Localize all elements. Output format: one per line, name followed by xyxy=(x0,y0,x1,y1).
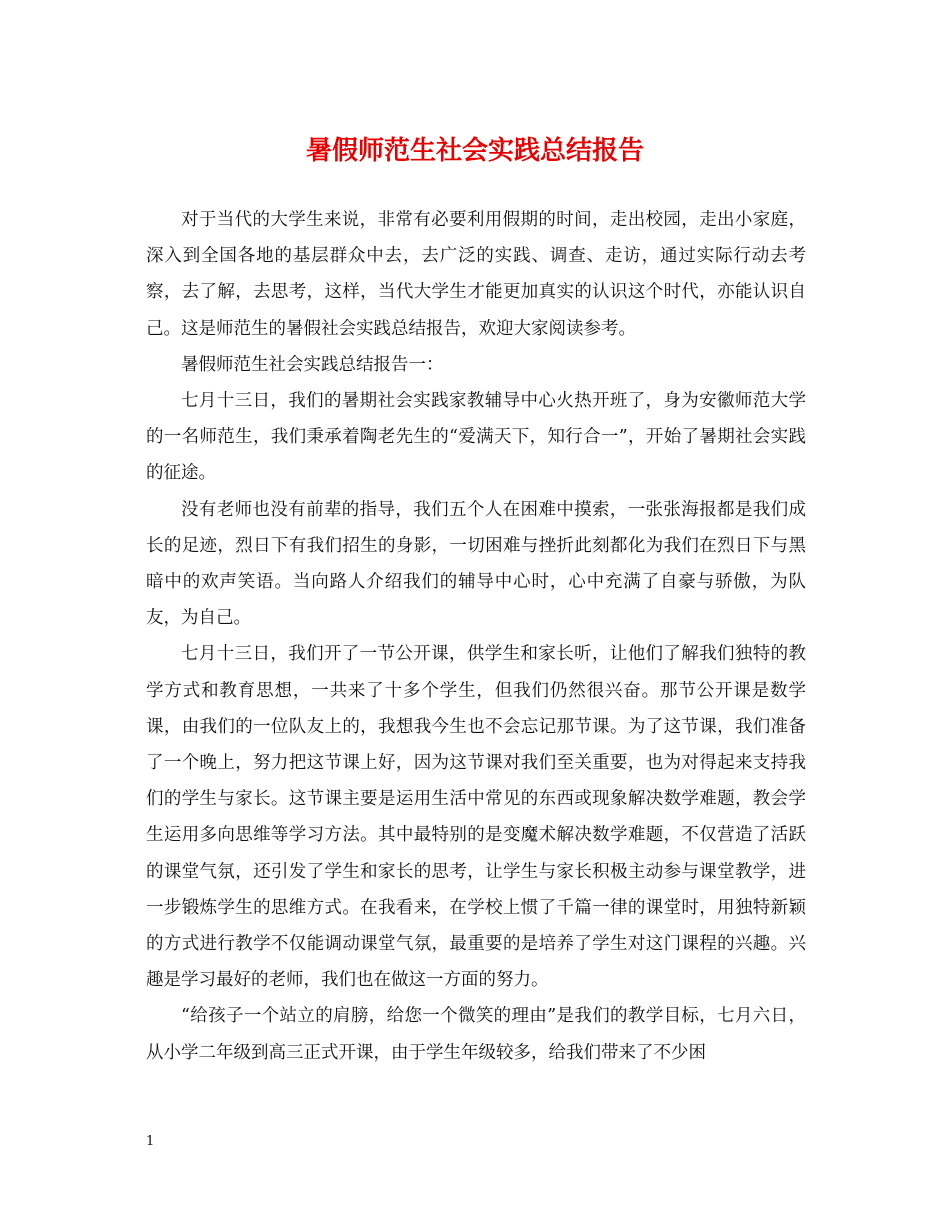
paragraph-subheading: 暑假师范生社会实践总结报告一： xyxy=(181,354,444,375)
page-number: 1 xyxy=(146,1134,155,1149)
paragraph-intro: 对于当代的大学生来说，非常有必要利用假期的时间，走出校园，走出小家庭，深入到全国各地的基层群众中去，去广泛的实践、调查、走访，通过实际行动去考察，去了解，去思考，这样，当代大学生才能更加真实的认识这个时代，亦能认识自己。这是师范生的暑假社会实践总结报告，欢迎大家阅读参考。 xyxy=(146,210,806,339)
paragraph-opening: 七月十三日，我们的暑期社会实践家教辅导中心火热开班了，身为安徽师范大学的一名师范生，我们秉承着陶老先生的“爱满天下，知行合一”，开始了暑期社会实践的征途。 xyxy=(146,391,806,484)
paragraph-teaching-goal: “给孩子一个站立的肩膀，给您一个微笑的理由”是我们的教学目标，七月六日，从小学二年级到高三正式开课，由于学生年级较多，给我们带来了不少困 xyxy=(146,1006,806,1063)
paragraph-open-class: 七月十三日，我们开了一节公开课，供学生和家长听，让他们了解我们独特的教学方式和教育思想，一共来了十多个学生，但我们仍然很兴奋。那节公开课是数学课，由我们的一位队友上的，我想我今生也不会忘记那节课。为了这节课，我们准备了一个晚上，努力把这节课上好，因为这节课对我们至关重要，也为对得起来支持我们的学生与家长。这节课主要是运用生活中常见的东西或现象解决数学难题，教会学生运用多向思维等学习方法。其中最特别的是变魔术解决数学难题，不仅营造了活跃的课堂气氛，还引发了学生和家长的思考，让学生与家长积极主动参与课堂教学，进一步锻炼学生的思维方式。在我看来，在学校上惯了千篇一律的课堂时，用独特新颖的方式进行教学不仅能调动课堂气氛，最重要的是培养了学生对这门课程的兴趣。兴趣是学习最好的老师，我们也在做这一方面的努力。 xyxy=(146,644,806,991)
document-body xyxy=(146,202,806,1071)
paragraph-recruitment: 没有老师也没有前辈的指导，我们五个人在困难中摸索，一张张海报都是我们成长的足迹，烈日下有我们招生的身影，一切困难与挫折此刻都化为我们在烈日下与黑暗中的欢声笑语。当向路人介绍我们的辅导中心时，心中充满了自豪与骄傲，为队友，为自己。 xyxy=(146,499,806,629)
document-title: 暑假师范生社会实践总结报告 xyxy=(305,136,644,166)
